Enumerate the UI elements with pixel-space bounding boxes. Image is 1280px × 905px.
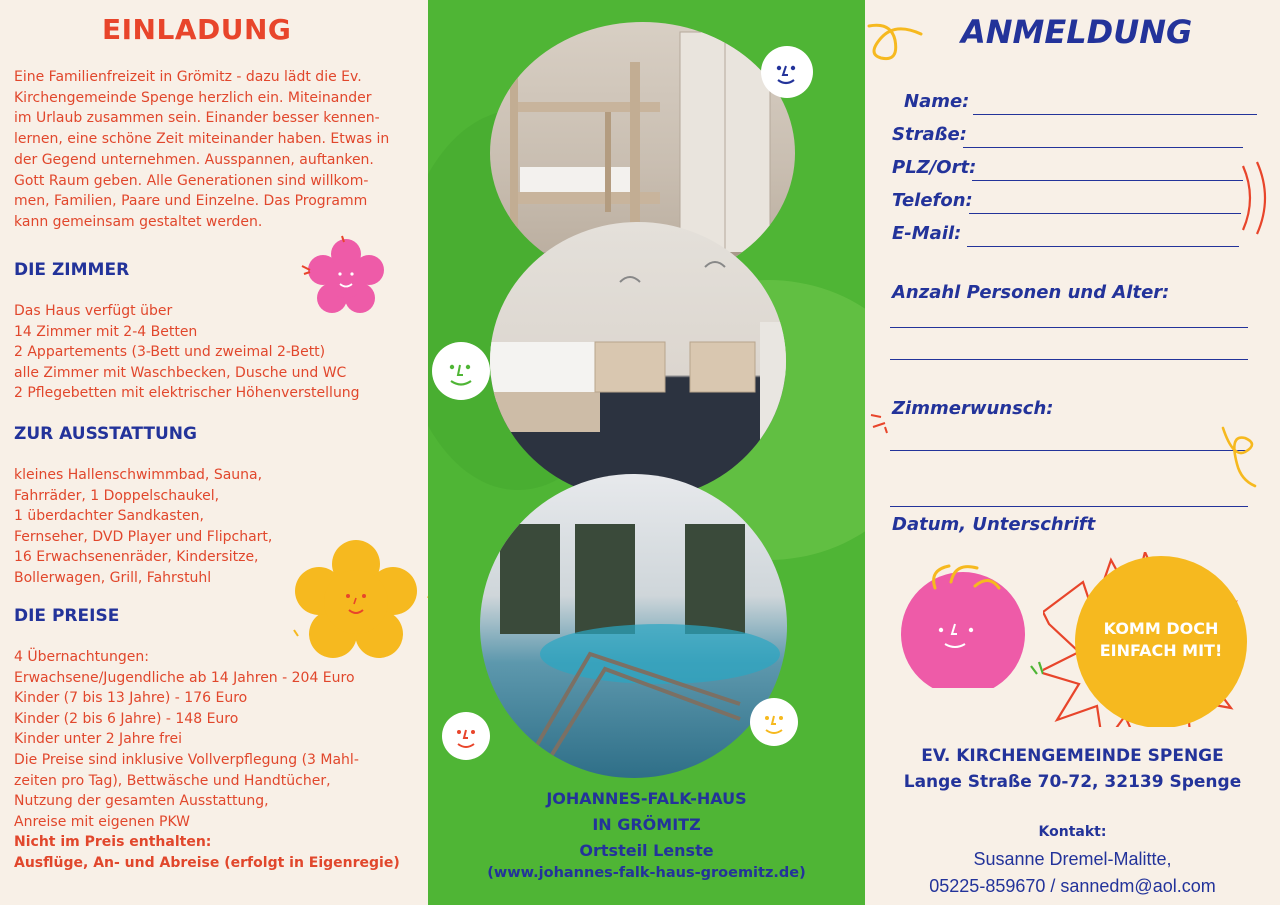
left-panel xyxy=(0,0,428,905)
zimmer-line: 2 Appartements (3-Bett und zweimal 2-Bett) xyxy=(14,344,326,361)
pool-illustration xyxy=(480,474,787,778)
preise-line: Kinder (2 bis 6 Jahre) - 148 Euro xyxy=(14,710,239,727)
pink-flower-icon xyxy=(296,232,396,324)
preise-line: Kinder unter 2 Jahre frei xyxy=(14,731,183,748)
name-label: Name: xyxy=(904,91,970,112)
sparkle-decoration-icon xyxy=(867,405,901,439)
intro-line: Eine Familienfreizeit in Grömitz - dazu lädt die Ev. xyxy=(14,69,362,85)
personen-label: Anzahl Personen und Alter: xyxy=(892,282,1170,303)
einladung-title: EINLADUNG xyxy=(102,13,292,46)
intro-line: im Urlaub zusammen sein. Einander besser kennen- xyxy=(14,110,380,127)
district-name: Ortsteil Lenste xyxy=(579,841,714,860)
zimmer-line: 14 Zimmer mit 2-4 Betten xyxy=(14,323,198,340)
intro-line: lernen, eine schöne Zeit miteinander haben. Etwas in xyxy=(14,131,390,148)
room-photo-twin xyxy=(490,222,786,500)
twinroom-illustration xyxy=(490,222,786,500)
personen-field-line-2[interactable] xyxy=(890,359,1248,360)
pool-photo xyxy=(480,474,787,778)
zimmerwunsch-label: Zimmerwunsch: xyxy=(892,398,1054,419)
intro-line: Kirchengemeinde Spenge herzlich ein. Miteinander xyxy=(14,89,372,106)
contact-details: 05225-859670 / sannedm@aol.com xyxy=(929,876,1216,896)
middle-panel xyxy=(428,0,865,905)
pink-ball-face-icon xyxy=(895,558,1035,688)
ausstattung-line: Fernseher, DVD Player und Flipchart, xyxy=(14,528,273,545)
plz-ort-label: PLZ/Ort: xyxy=(892,157,977,178)
squiggle-decoration-icon xyxy=(865,4,945,74)
datum-label: Datum, Unterschrift xyxy=(892,514,1096,535)
zimmer-line: alle Zimmer mit Waschbecken, Dusche und WC xyxy=(14,364,347,381)
contact-label: Kontakt: xyxy=(1038,824,1107,840)
yellow-flower-icon xyxy=(282,530,438,680)
preise-line: Nutzung der gesamten Ausstattung, xyxy=(14,793,269,810)
bracket-decoration-icon xyxy=(1237,160,1277,240)
intro-text xyxy=(14,67,390,233)
ausstattung-list xyxy=(14,465,272,589)
badge-line-2: EINFACH MIT! xyxy=(1099,641,1223,660)
org-address: Lange Straße 70-72, 32139 Spenge xyxy=(903,772,1242,792)
zimmerwunsch-field-line-2[interactable] xyxy=(890,506,1248,507)
personen-field-line-1[interactable] xyxy=(890,327,1248,328)
not-included-label: Nicht im Preis enthalten: xyxy=(14,834,212,851)
not-included-text: Ausflüge, An- und Abreise (erfolgt in Eigenregie) xyxy=(14,854,400,871)
preise-list xyxy=(14,647,400,874)
telefon-label: Telefon: xyxy=(892,190,973,211)
website-link: (www.johannes-falk-haus-groemitz.de) xyxy=(487,865,806,881)
email-label: E-Mail: xyxy=(892,223,962,244)
smiley-face-icon xyxy=(440,710,492,762)
right-panel xyxy=(865,0,1280,905)
contact-person: Susanne Dremel-Malitte, xyxy=(973,849,1172,869)
zimmerwunsch-field[interactable] xyxy=(890,450,1248,451)
preise-heading: DIE PREISE xyxy=(14,606,120,626)
plz-ort-field[interactable] xyxy=(972,180,1243,181)
loop-decoration-icon xyxy=(1217,424,1277,494)
smiley-face-icon xyxy=(748,696,800,748)
preise-line: zeiten pro Tag), Bettwäsche und Handtücher, xyxy=(14,772,331,789)
ausstattung-line: 16 Erwachsenenräder, Kindersitze, xyxy=(14,549,259,566)
zimmer-heading: DIE ZIMMER xyxy=(14,260,130,280)
name-field[interactable] xyxy=(973,114,1257,115)
ausstattung-heading: ZUR AUSSTATTUNG xyxy=(14,424,197,444)
intro-line: men, Familien, Paare und Einzelne. Das Programm xyxy=(14,193,368,210)
zimmer-line: Das Haus verfügt über xyxy=(14,303,173,319)
preise-line: Anreise mit eigenen PKW xyxy=(14,813,191,830)
anmeldung-title: ANMELDUNG xyxy=(961,13,1193,51)
preise-line: 4 Übernachtungen: xyxy=(14,649,149,665)
telefon-field[interactable] xyxy=(969,213,1241,214)
komm-doch-badge xyxy=(1063,618,1259,662)
org-name: EV. KIRCHENGEMEINDE SPENGE xyxy=(921,746,1224,766)
strasse-field[interactable] xyxy=(963,147,1243,148)
ausstattung-line: Bollerwagen, Grill, Fahrstuhl xyxy=(14,569,212,586)
smiley-face-icon xyxy=(759,44,815,100)
smiley-face-icon xyxy=(430,340,492,402)
intro-line: kann gemeinsam gestaltet werden. xyxy=(14,213,263,230)
strasse-label: Straße: xyxy=(892,124,967,145)
email-field[interactable] xyxy=(967,246,1239,247)
intro-line: Gott Raum geben. Alle Generationen sind willkom- xyxy=(14,172,369,189)
ausstattung-line: Fahrräder, 1 Doppelschaukel, xyxy=(14,487,220,504)
badge-line-1: KOMM DOCH xyxy=(1103,619,1219,638)
house-name-line-2: IN GRÖMITZ xyxy=(592,815,701,834)
preise-line: Erwachsene/Jugendliche ab 14 Jahren - 204 Euro xyxy=(14,669,355,686)
intro-line: der Gegend unternehmen. Ausspannen, auftanken. xyxy=(14,151,374,168)
house-name-line-1: JOHANNES-FALK-HAUS xyxy=(546,789,747,808)
ausstattung-line: kleines Hallenschwimmbad, Sauna, xyxy=(14,467,263,483)
ausstattung-line: 1 überdachter Sandkasten, xyxy=(14,508,204,525)
preise-line: Kinder (7 bis 13 Jahre) - 176 Euro xyxy=(14,690,248,707)
zimmer-line: 2 Pflegebetten mit elektrischer Höhenverstellung xyxy=(14,385,360,402)
preise-line: Die Preise sind inklusive Vollverpflegung (3 Mahl- xyxy=(14,751,359,768)
